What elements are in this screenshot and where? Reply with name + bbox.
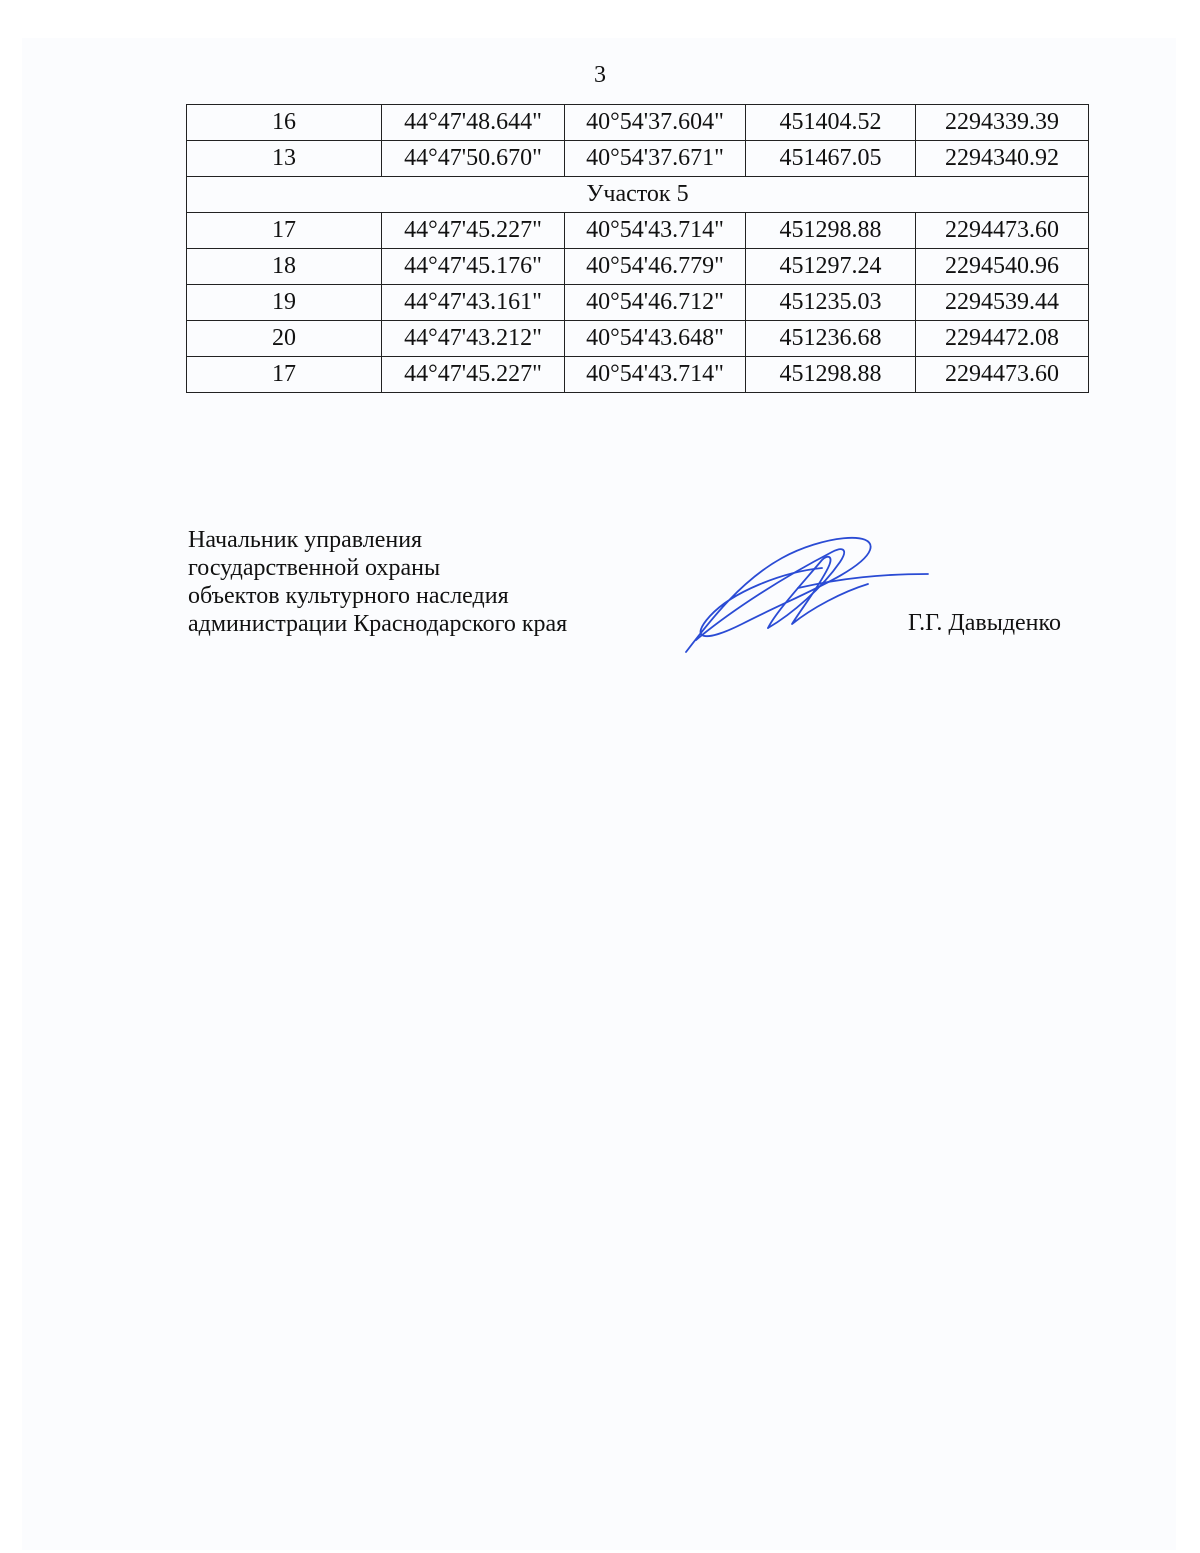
latitude-cell: 44°47'43.212": [382, 321, 565, 357]
section-title: Участок 5: [187, 177, 1089, 213]
table-row: [187, 321, 1089, 357]
longitude-cell: 40°54'37.671": [565, 141, 746, 177]
longitude-cell: 40°54'46.712": [565, 285, 746, 321]
point-number-cell: 13: [187, 141, 382, 177]
point-number-cell: 20: [187, 321, 382, 357]
x-coordinate-cell: 451467.05: [746, 141, 916, 177]
latitude-cell: 44°47'45.227": [382, 357, 565, 393]
y-coordinate-cell: 2294540.96: [916, 249, 1089, 285]
x-coordinate-cell: 451236.68: [746, 321, 916, 357]
signatory-title-line: государственной охраны: [188, 555, 441, 581]
point-number-cell: 18: [187, 249, 382, 285]
y-coordinate-cell: 2294472.08: [916, 321, 1089, 357]
x-coordinate-cell: 451298.88: [746, 357, 916, 393]
x-coordinate-cell: 451404.52: [746, 105, 916, 141]
y-coordinate-cell: 2294339.39: [916, 105, 1089, 141]
x-coordinate-cell: 451298.88: [746, 213, 916, 249]
table-row: [187, 105, 1089, 141]
coordinates-table: [186, 104, 1089, 393]
page-number: 3: [594, 62, 606, 88]
signatory-name: Г.Г. Давыденко: [908, 610, 1061, 636]
point-number-cell: 19: [187, 285, 382, 321]
point-number-cell: 17: [187, 213, 382, 249]
signatory-title-line: администрации Краснодарского края: [188, 611, 568, 637]
latitude-cell: 44°47'43.161": [382, 285, 565, 321]
table-row: [187, 285, 1089, 321]
table-row: [187, 357, 1089, 393]
longitude-cell: 40°54'43.648": [565, 321, 746, 357]
section-header-row: [187, 177, 1089, 213]
longitude-cell: 40°54'43.714": [565, 213, 746, 249]
y-coordinate-cell: 2294473.60: [916, 357, 1089, 393]
point-number-cell: 16: [187, 105, 382, 141]
latitude-cell: 44°47'48.644": [382, 105, 565, 141]
point-number-cell: 17: [187, 357, 382, 393]
latitude-cell: 44°47'45.176": [382, 249, 565, 285]
y-coordinate-cell: 2294539.44: [916, 285, 1089, 321]
x-coordinate-cell: 451235.03: [746, 285, 916, 321]
signatory-title: [188, 526, 567, 638]
signatory-title-line: Начальник управления: [188, 527, 423, 553]
latitude-cell: 44°47'50.670": [382, 141, 565, 177]
longitude-cell: 40°54'46.779": [565, 249, 746, 285]
y-coordinate-cell: 2294473.60: [916, 213, 1089, 249]
table-row: [187, 213, 1089, 249]
handwritten-signature: [672, 528, 934, 658]
longitude-cell: 40°54'37.604": [565, 105, 746, 141]
latitude-cell: 44°47'45.227": [382, 213, 565, 249]
table-row: [187, 141, 1089, 177]
x-coordinate-cell: 451297.24: [746, 249, 916, 285]
table-row: [187, 249, 1089, 285]
longitude-cell: 40°54'43.714": [565, 357, 746, 393]
signatory-title-line: объектов культурного наследия: [188, 583, 509, 609]
y-coordinate-cell: 2294340.92: [916, 141, 1089, 177]
